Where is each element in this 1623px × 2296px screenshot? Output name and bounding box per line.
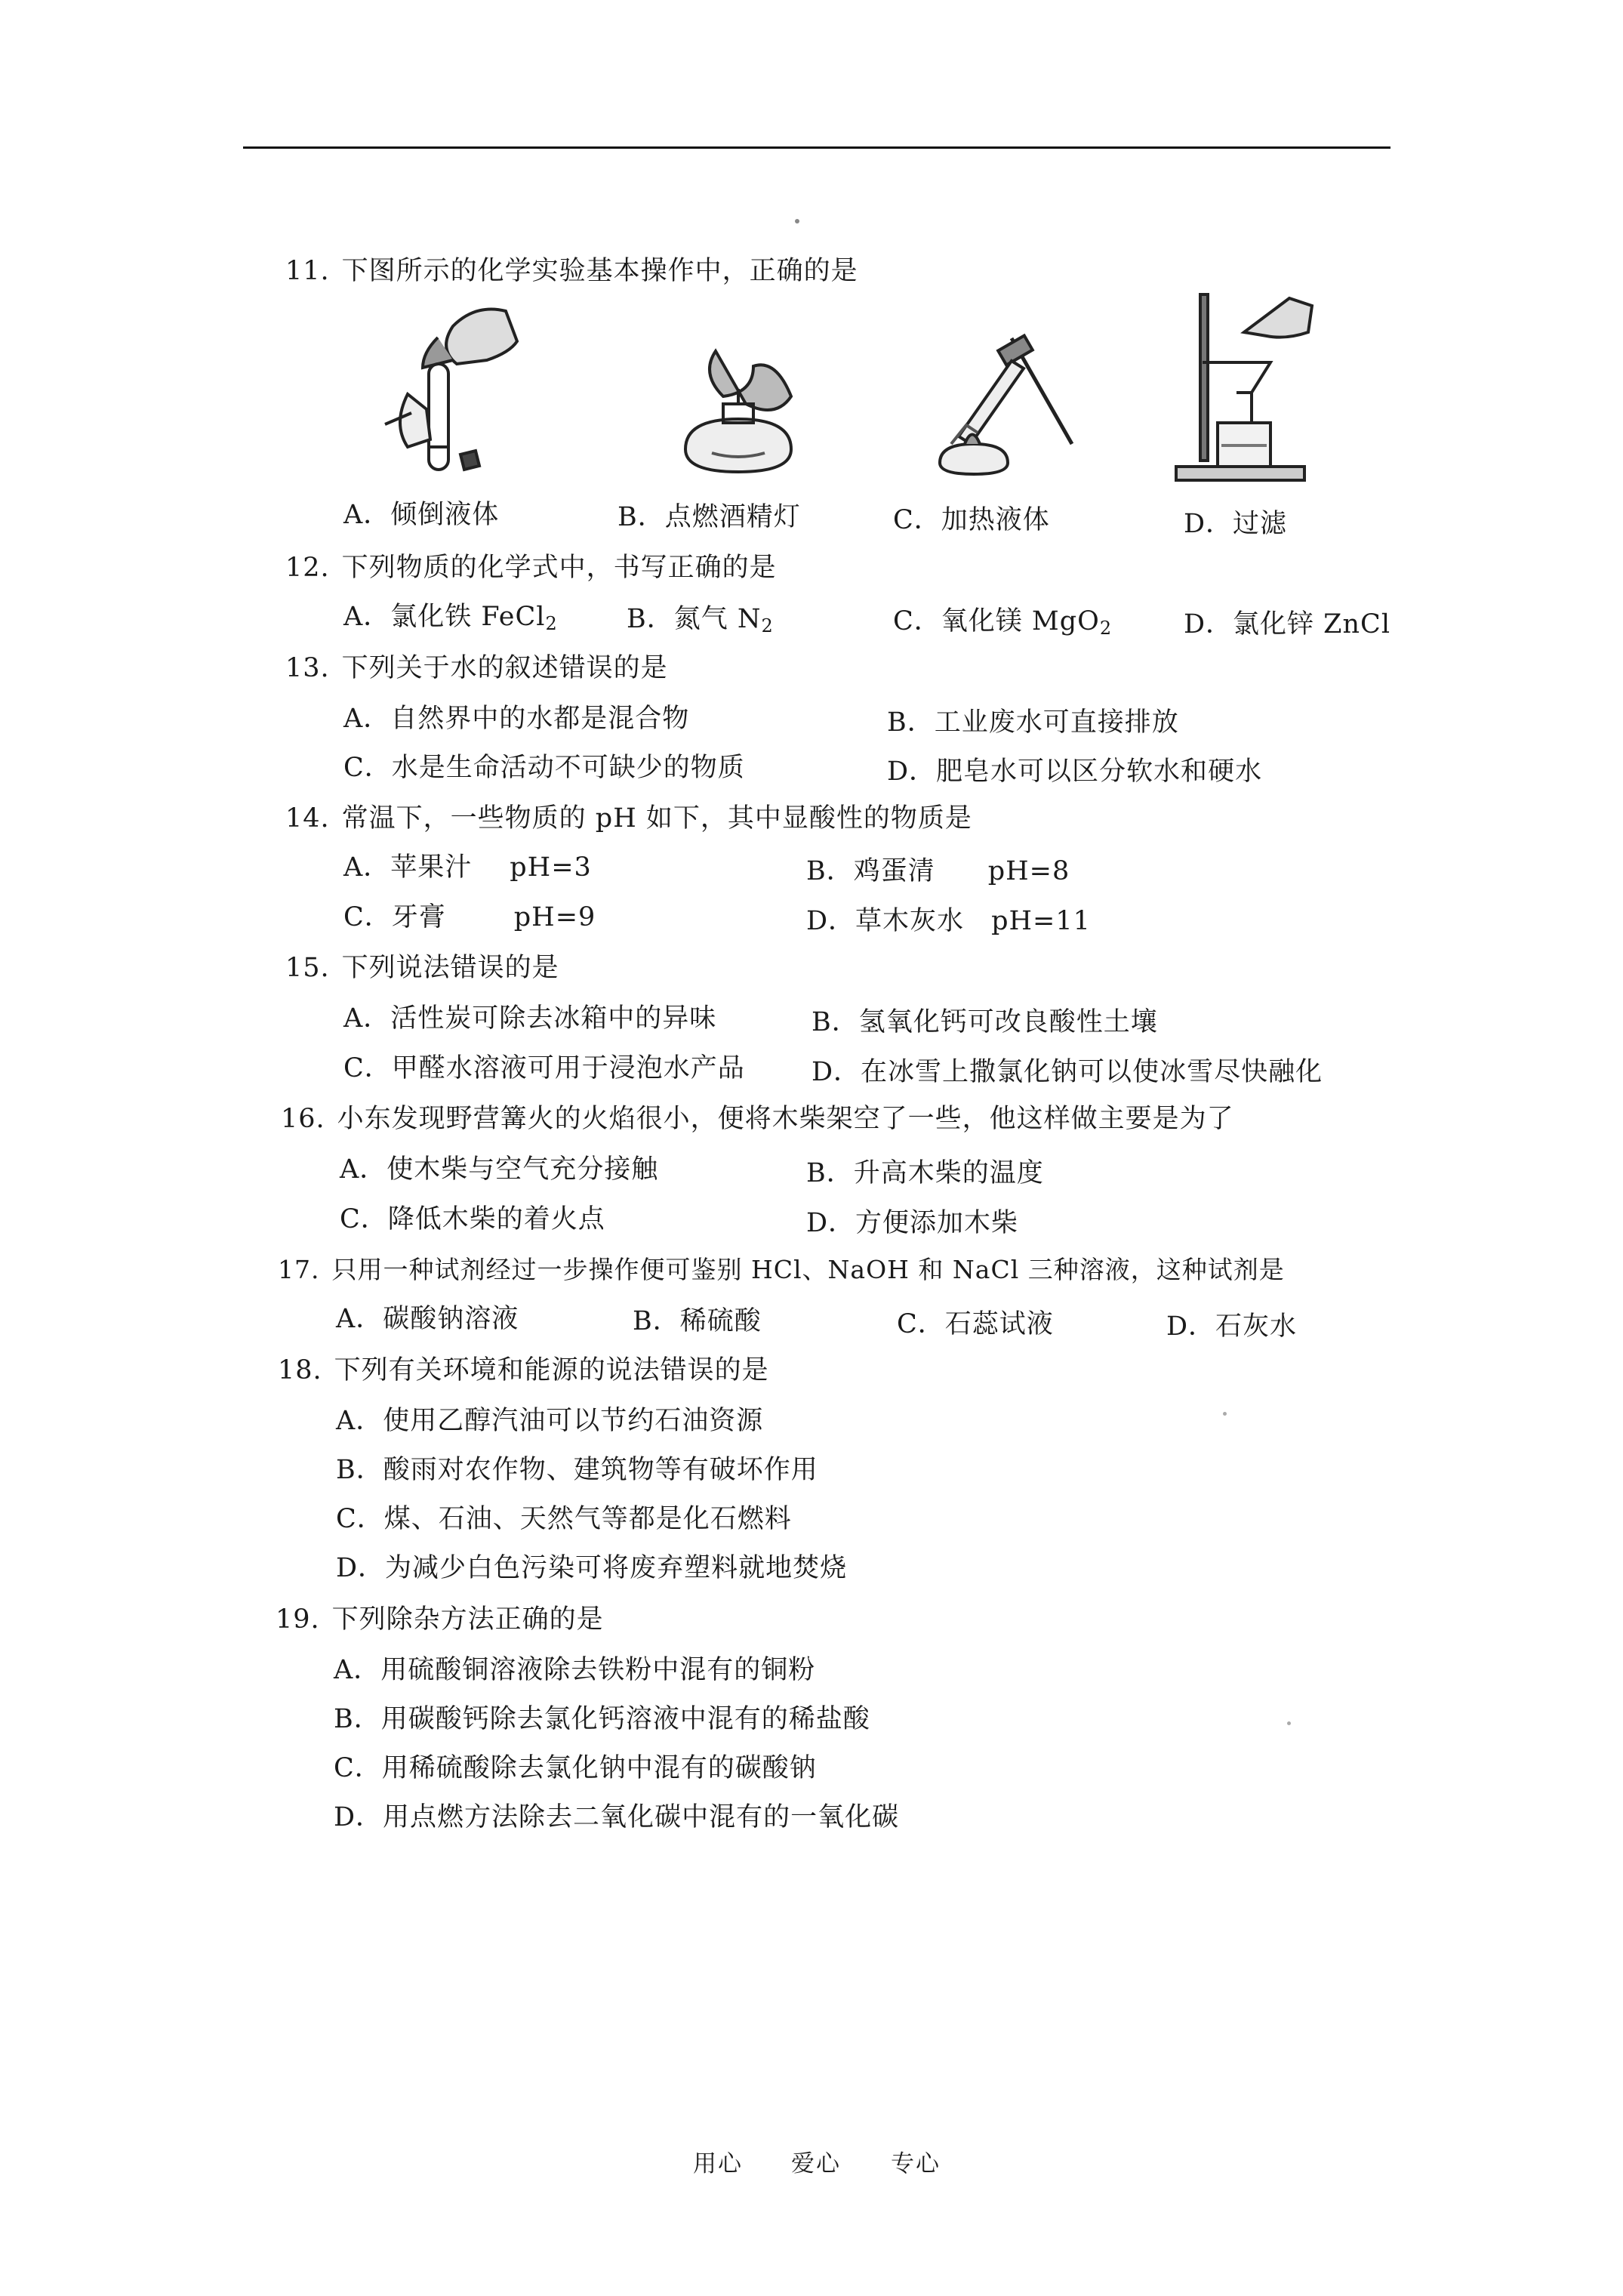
question-16-stem: 16. 小东发现野营篝火的火焰很小，便将木柴架空了一些，他这样做主要是为了 <box>281 1104 1234 1134</box>
question-19-option-c: C．用稀硫酸除去氯化钠中混有的碳酸钠 <box>334 1753 817 1783</box>
question-11-stem: 11. 下图所示的化学实验基本操作中，正确的是 <box>285 256 858 286</box>
scan-speck <box>1287 1721 1291 1725</box>
question-12-option-a: A．氯化铁 FeCl$_2$ <box>343 602 558 634</box>
question-18-option-a: A．使用乙醇汽油可以节约石油资源 <box>336 1406 764 1436</box>
question-12-stem: 12. 下列物质的化学式中，书写正确的是 <box>285 553 777 583</box>
question-14-option-c: C．牙膏 pH=9 <box>343 902 596 932</box>
question-17-option-c: C．石蕊试液 <box>897 1309 1054 1339</box>
question-11-option-c: C．加热液体 <box>893 505 1050 535</box>
question-15-option-c: C．甲醛水溶液可用于浸泡水产品 <box>343 1053 745 1083</box>
question-13-option-c: C．水是生命活动不可缺少的物质 <box>343 753 745 783</box>
question-19-option-a: A．用硫酸铜溶液除去铁粉中混有的铜粉 <box>334 1655 816 1685</box>
question-19-option-d: D．用点燃方法除去二氧化碳中混有的一氧化碳 <box>334 1802 900 1832</box>
question-12-option-d: D．氯化锌 ZnCl <box>1184 609 1391 639</box>
question-15-option-a: A．活性炭可除去冰箱中的异味 <box>343 1003 717 1034</box>
scan-speck <box>1223 1412 1227 1416</box>
question-14-option-d: D．草木灰水 pH=11 <box>806 906 1091 936</box>
question-13-option-b: B．工业废水可直接排放 <box>887 707 1179 738</box>
question-18-option-c: C．煤、石油、天然气等都是化石燃料 <box>336 1504 792 1534</box>
scan-speck <box>795 219 799 223</box>
question-14-option-b: B．鸡蛋清 pH=8 <box>806 856 1070 886</box>
question-16-option-d: D．方便添加木柴 <box>806 1208 1019 1238</box>
question-18-option-d: D．为减少白色污染可将废弃塑料就地焚烧 <box>336 1553 848 1583</box>
figure-pouring-liquid <box>377 296 536 488</box>
question-15-stem: 15. 下列说法错误的是 <box>285 953 559 983</box>
footer-text-3: 专心 <box>891 2150 941 2177</box>
question-14-option-a: A．苹果汁 pH=3 <box>343 852 592 883</box>
question-19-stem: 19. 下列除杂方法正确的是 <box>276 1604 604 1635</box>
question-15-option-b: B．氢氧化钙可改良酸性土壤 <box>812 1007 1158 1037</box>
question-17-option-a: A．碳酸钠溶液 <box>336 1304 519 1334</box>
question-16-option-a: A．使木柴与空气充分接触 <box>340 1154 659 1185</box>
footer-text-2: 爱心 <box>791 2150 841 2177</box>
question-18-option-b: B．酸雨对农作物、建筑物等有破坏作用 <box>336 1455 818 1485</box>
question-19-option-b: B．用碳酸钙除去氯化钙溶液中混有的稀盐酸 <box>334 1704 870 1734</box>
question-18-stem: 18. 下列有关环境和能源的说法错误的是 <box>278 1355 769 1385</box>
question-13-option-d: D．肥皂水可以区分软水和硬水 <box>887 757 1263 787</box>
question-11-option-d: D．过滤 <box>1184 509 1288 539</box>
question-13-stem: 13. 下列关于水的叙述错误的是 <box>285 653 668 683</box>
question-17-stem: 17. 只用一种试剂经过一步操作便可鉴别 HCl、NaOH 和 NaCl 三种溶液，这种试剂是 <box>278 1255 1285 1284</box>
question-16-option-c: C．降低木柴的着火点 <box>340 1204 605 1234</box>
question-12-option-b: B．氮气 $N_2$ <box>627 604 774 636</box>
question-17-option-d: D．石灰水 <box>1166 1311 1298 1342</box>
figure-lighting-alcohol-lamp <box>670 344 806 487</box>
question-11-option-a: A．倾倒液体 <box>343 500 500 530</box>
question-15-option-d: D．在冰雪上撒氯化钠可以使冰雪尽快融化 <box>812 1057 1323 1087</box>
footer-text-1: 用心 <box>693 2150 743 2177</box>
question-14-stem: 14. 常温下，一些物质的 pH 如下，其中显酸性的物质是 <box>285 803 972 834</box>
question-17-option-b: B．稀硫酸 <box>633 1306 762 1336</box>
question-12-option-c: C．氧化镁 MgO$_2$ <box>893 606 1113 639</box>
question-13-option-a: A．自然界中的水都是混合物 <box>343 704 690 734</box>
header-rule <box>243 146 1390 149</box>
figure-heating-liquid <box>929 331 1079 482</box>
question-16-option-b: B．升高木柴的温度 <box>806 1158 1044 1188</box>
question-11-option-b: B．点燃酒精灯 <box>617 502 801 532</box>
figure-filtration <box>1169 287 1320 487</box>
